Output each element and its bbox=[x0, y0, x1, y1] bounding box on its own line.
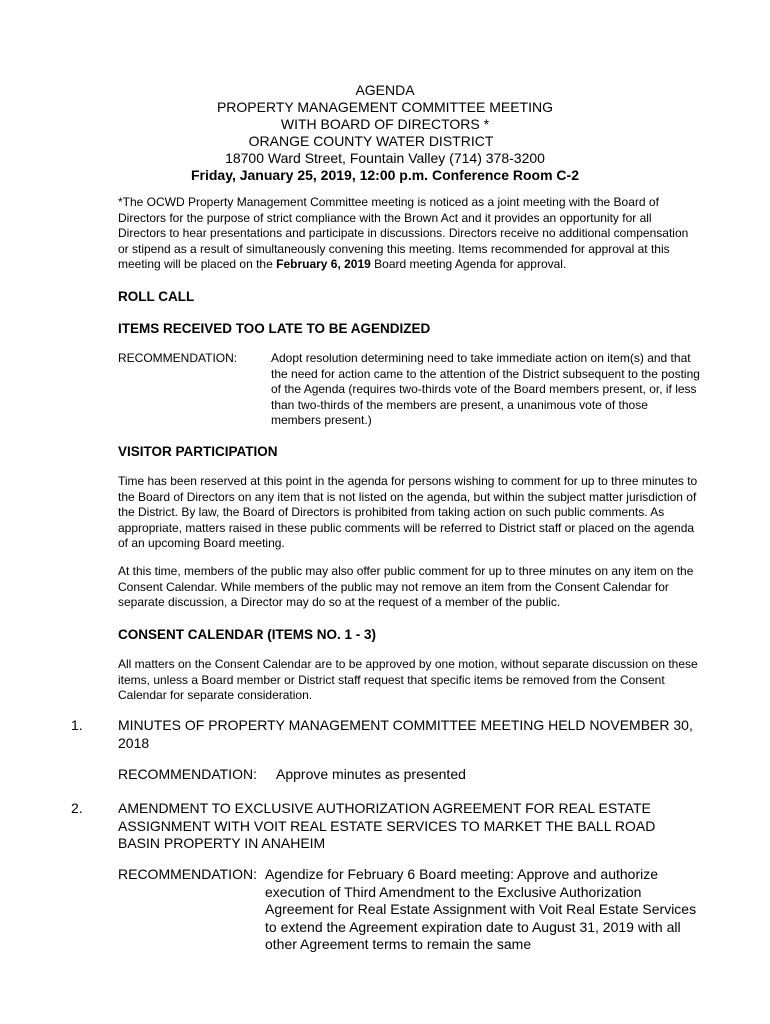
item-2-recommendation-text: Agendize for February 6 Board meeting: Approve and authorize execution of Third Amendment to the Exclusive Authorization Agreement for Real Estate Assignment with Voit Real Estate Services to extend the Agreement expiration date to August 31, 2019 with all other Agreement terms to remain the same bbox=[265, 866, 697, 953]
intro-paragraph bbox=[118, 195, 698, 273]
roll-call-heading: ROLL CALL bbox=[118, 289, 195, 304]
item-1-recommendation-text: Approve minutes as presented bbox=[276, 766, 466, 782]
item-2-recommendation-label: RECOMMENDATION: bbox=[118, 866, 257, 882]
meeting-datetime: Friday, January 25, 2019, 12:00 p.m. Conference Room C-2 bbox=[190, 167, 579, 183]
visitor-paragraph-1: Time has been reserved at this point in the agenda for persons wishing to comment for up to three minutes to the Board of Directors on any item that is not listed on the agenda, but within the subject matter jurisdiction of the District. By law, the Board of Directors is prohibited from taking action on such public comments. As appropriate, matters raised in these public comments will be referred to District staff or placed on the agenda of an upcoming Board meeting. bbox=[118, 474, 698, 551]
item-1-title: MINUTES OF PROPERTY MANAGEMENT COMMITTEE MEETING HELD NOVEMBER 30, 2018 bbox=[118, 717, 693, 751]
district-name: ORANGE COUNTY WATER DISTRICT bbox=[248, 133, 494, 149]
late-items-recommendation-label: RECOMMENDATION: bbox=[118, 351, 238, 365]
consent-calendar-paragraph: All matters on the Consent Calendar are to be approved by one motion, without separate discussion on these items, unless a Board member or District staff request that specific items be removed from the Consent Calendar for separate consideration. bbox=[118, 657, 698, 703]
intro-text-end: Board meeting Agenda for approval. bbox=[370, 257, 567, 272]
item-2-number: 2. bbox=[71, 800, 83, 816]
item-2-title: AMENDMENT TO EXCLUSIVE AUTHORIZATION AGREEMENT FOR REAL ESTATE ASSIGNMENT WITH VOIT REAL ESTATE SERVICES TO MARKET THE BALL ROAD BASIN PROPERTY IN ANAHEIM bbox=[118, 800, 656, 852]
agenda-title: AGENDA bbox=[355, 82, 415, 98]
late-items-heading: ITEMS RECEIVED TOO LATE TO BE AGENDIZED bbox=[118, 321, 431, 336]
meeting-subtitle: WITH BOARD OF DIRECTORS * bbox=[280, 116, 490, 132]
intro-board-date: February 6, 2019 bbox=[276, 257, 371, 272]
visitor-participation-heading: VISITOR PARTICIPATION bbox=[118, 444, 278, 459]
intro-text: *The OCWD Property Management Committee meeting is noticed as a joint meeting with the Board of Directors for the purpose of strict compliance with the Brown Act and it provides an opportunity for all Directors to hear presentations and participate in discussions. Directors receive no additional compensation or stipend as a result of simultaneously convening this meeting. Items recommended for approval at this meeting will be placed on the bbox=[118, 195, 689, 272]
item-1-recommendation-label: RECOMMENDATION: bbox=[118, 766, 257, 782]
meeting-title: PROPERTY MANAGEMENT COMMITTEE MEETING bbox=[216, 99, 554, 115]
consent-calendar-heading: CONSENT CALENDAR (ITEMS NO. 1 - 3) bbox=[118, 627, 377, 642]
item-1-number: 1. bbox=[71, 717, 83, 733]
late-items-recommendation-text: Adopt resolution determining need to take immediate action on item(s) and that the need for action came to the attention of the District subsequent to the posting of the Agenda (requires two-thirds vote of the Board members present, or, if less than two-thirds of the members are present, a unanimous vote of those members present.) bbox=[271, 351, 700, 428]
visitor-paragraph-2: At this time, members of the public may also offer public comment for up to three minutes on any item on the Consent Calendar. While members of the public may not remove an item from the Consent Calendar for separate discussion, a Director may do so at the request of a member of the public. bbox=[118, 564, 694, 610]
district-address: 18700 Ward Street, Fountain Valley (714) 378-3200 bbox=[225, 150, 545, 166]
